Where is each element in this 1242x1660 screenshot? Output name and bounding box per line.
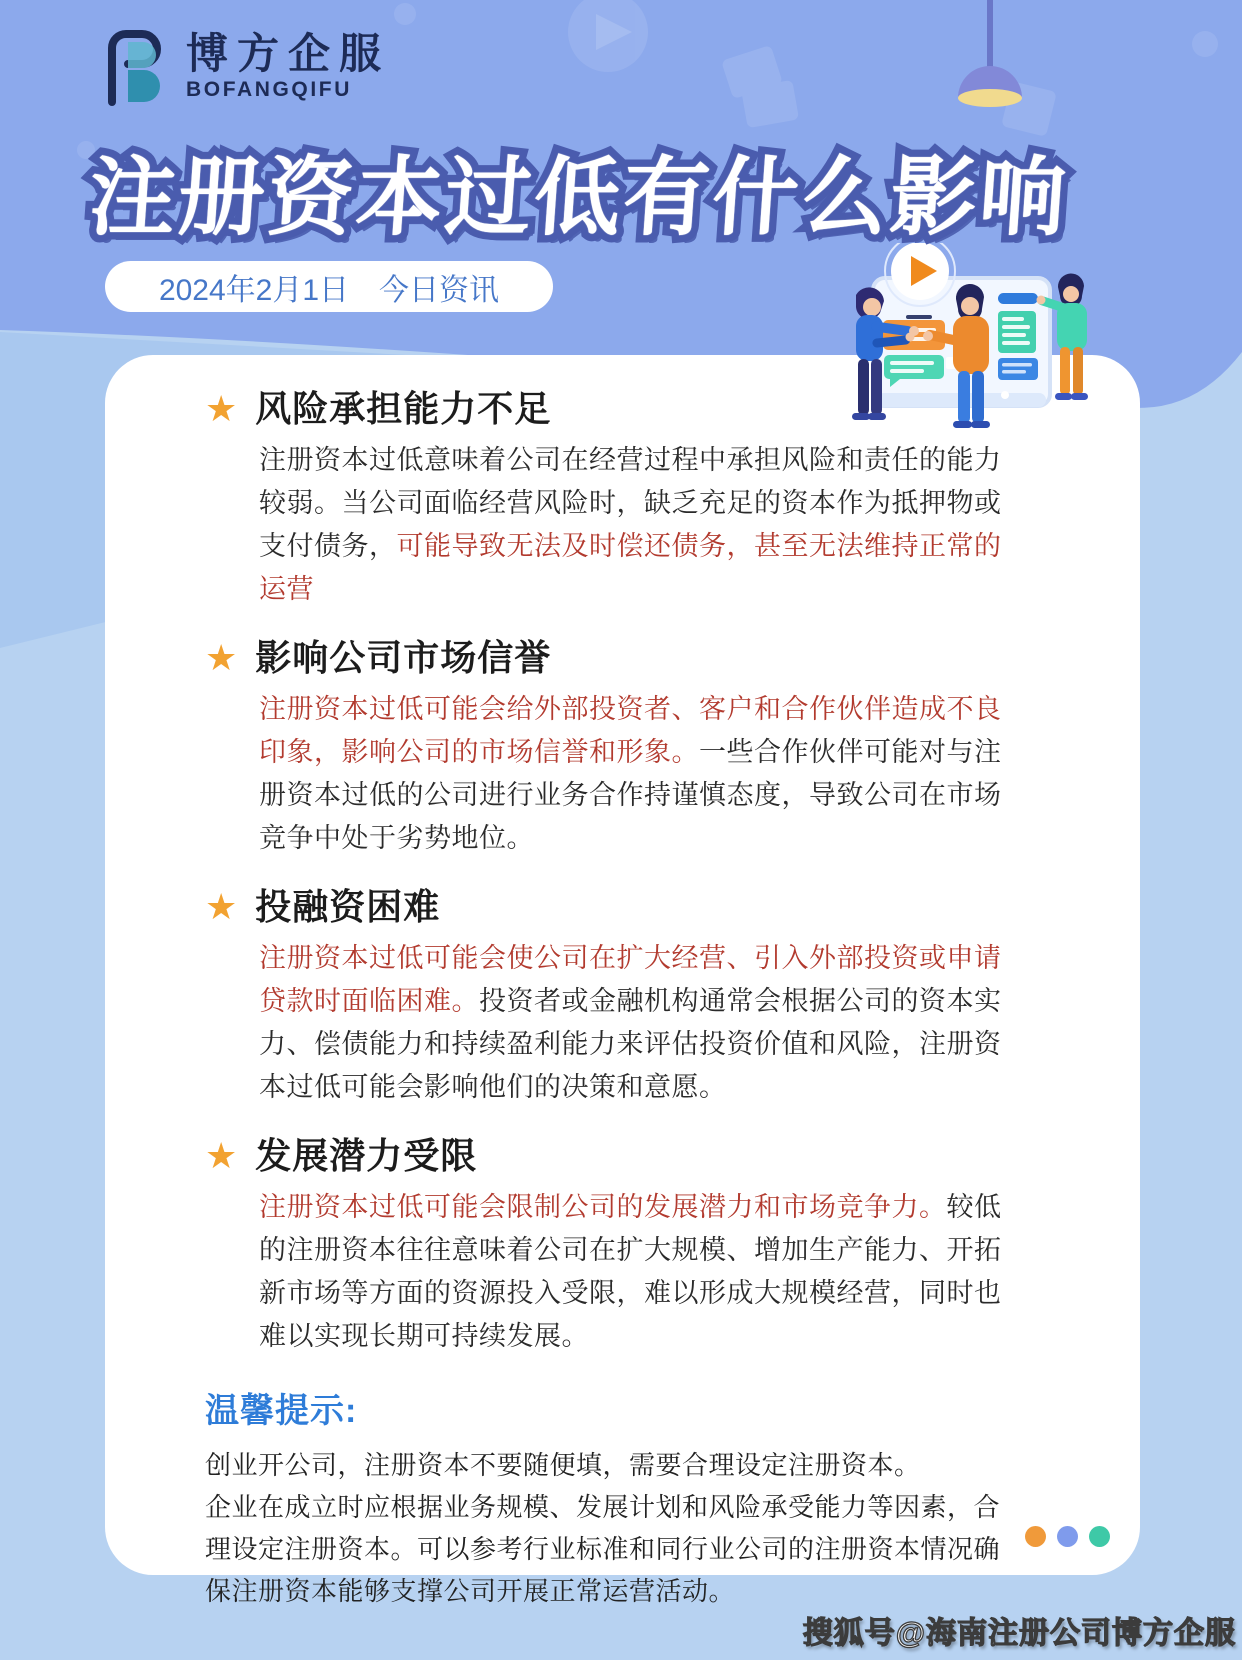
section-heading: 影响公司市场信誉 [255,637,552,678]
section-body [259,688,1025,860]
dot-orange-icon [1025,1526,1046,1547]
tips-heading: 温馨提示: [205,1392,358,1430]
date-pill: 2024年2月1日 今日资讯 [105,261,553,312]
dot-blue-icon [1057,1526,1078,1547]
section-heading: 风险承担能力不足 [255,388,552,429]
dot-teal-icon [1089,1526,1110,1547]
section-heading: 投融资困难 [255,886,441,927]
section-market-reputation [205,638,1025,860]
star-bullet-icon: ★ [205,1135,238,1176]
section-text-red: 注册资本过低可能会使公司在扩大经营、引入外部投资或申请贷款时面临困难。 [259,943,1002,1016]
star-bullet-icon: ★ [205,637,238,678]
board-blue-pill [998,293,1038,304]
section-heading-row [205,887,1025,927]
section-text-black: 一些合作伙伴可能对与注册资本过低的公司进行业务合作持谨慎态度，导致公司在市场竞争中处于劣势地位。 [259,737,1002,853]
section-text-red: 注册资本过低可能会限制公司的发展潜力和市场竞争力。 [259,1192,947,1222]
section-growth-limited [205,1136,1025,1358]
section-body [259,439,1025,611]
section-body [259,1186,1025,1358]
pagination-dots [1025,1526,1110,1547]
card-content [105,355,1140,1612]
brand-wordmark [186,31,390,103]
bofang-logo-icon [98,24,170,110]
section-text-black: 较低的注册资本往往意味着公司在扩大规模、增加生产能力、开拓新市场等方面的资源投入受限，难以形成大规模经营，同时也难以实现长期可持续发展。 [259,1192,1002,1351]
star-bullet-icon: ★ [205,886,238,927]
play-icon [885,243,955,306]
board-button [1001,391,1009,399]
brand-header [98,24,390,110]
section-text-black: 投资者或金融机构通常会根据公司的资本实力、偿债能力和持续盈利能力来评估投资价值和风险，注册资本过低可能会影响他们的决策和意愿。 [259,986,1002,1102]
tips-body [205,1444,1025,1612]
section-text-red: 注册资本过低可能会给外部投资者、客户和合作伙伴造成不良印象，影响公司的市场信誉和形象。 [259,694,1002,767]
content-card [105,355,1140,1606]
brand-name-cn: 博方企服 [186,30,391,77]
watermark: 搜狐号@海南注册公司博方企服 [802,1617,1236,1650]
presentation-illustration [820,243,1110,438]
section-heading-row [205,1136,1025,1176]
board-blue-panel [998,358,1038,380]
board-green-panel [998,311,1036,353]
section-financing-difficulty [205,887,1025,1109]
star-bullet-icon: ★ [205,388,238,429]
tips-line: 企业在成立时应根据业务规模、发展计划和风险承受能力等因素，合理设定注册资本。可以参考行业标准和同行业公司的注册资本情况确保注册资本能够支撑公司开展正常运营活动。 [205,1492,1001,1606]
section-heading-row [205,638,1025,678]
tips-line: 创业开公司，注册资本不要随便填，需要合理设定注册资本。 [205,1450,921,1480]
brand-name-en: BOFANGQIFU [186,78,352,101]
section-tips [205,1392,1025,1612]
poster-title: 注册资本过低有什么影响 注册资本过低有什么影响 [86,128,1155,252]
section-heading: 发展潜力受限 [255,1135,478,1176]
section-text-black: 注册资本过低意味着公司在经营过程中承担风险和责任的能力较弱。当公司面临经营风险时，缺乏充足的资本作为抵押物或支付债务， [259,445,1002,561]
section-body [259,937,1025,1109]
section-text-red: 可能导致无法及时偿还债务，甚至无法维持正常的运营 [259,531,1002,604]
